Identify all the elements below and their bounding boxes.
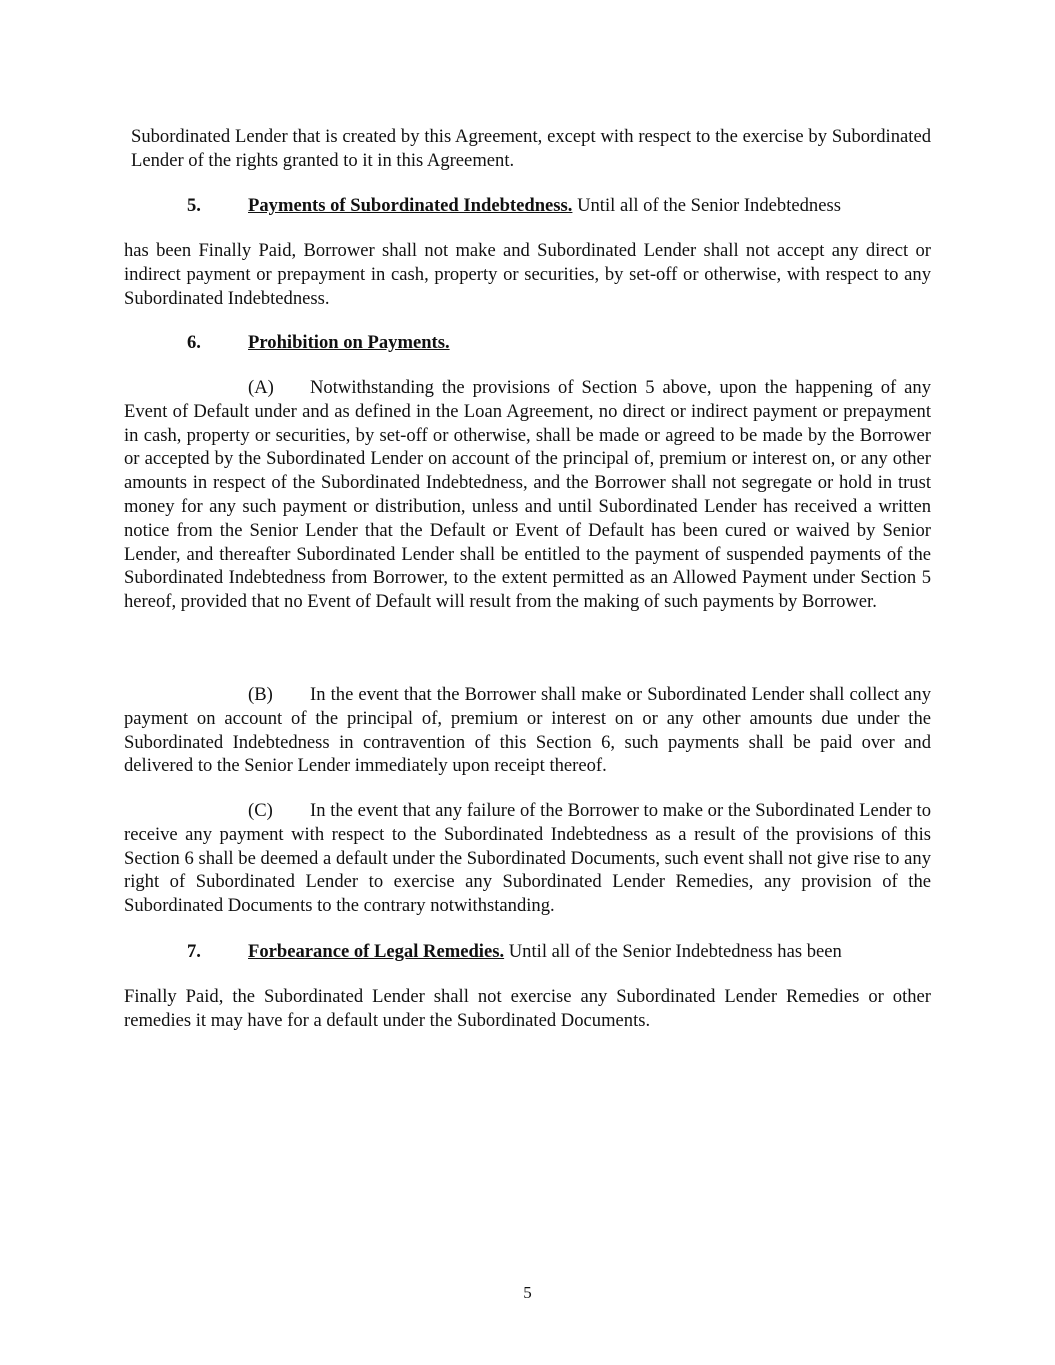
continuation-paragraph: Subordinated Lender that is created by this Agreement, except with respect to the exercise by Subordinated Lender of the rights granted to it in this Agreement. bbox=[131, 126, 931, 171]
section-6-title: Prohibition on Payments. bbox=[248, 332, 450, 353]
section-5-body: has been Finally Paid, Borrower shall not make and Subordinated Lender shall not accept any direct or indirect payment or prepayment in cash, property or securities, by set-off or otherwise, with respect to any Subordinated Indebtedness. bbox=[124, 240, 931, 309]
page-number: 5 bbox=[523, 1283, 532, 1302]
section-6-b-text: In the event that the Borrower shall make or Subordinated Lender shall collect any payment on account of the principal of, premium or interest on or any other amounts due under the Subordinated Indebtedness in contravention of this Section 6, such payments shall be paid over and delivered to the Senior Lender immediately upon receipt thereof. bbox=[124, 684, 931, 777]
section-6-paragraph-a bbox=[124, 376, 931, 614]
section-6-a-text: Notwithstanding the provisions of Section 5 above, upon the happening of any Event of Default under and as defined in the Loan Agreement, no direct or indirect payment or prepayment in cash, property or securities, by set-off or otherwise, shall be made or agreed to be made by the Borrower or accepted by the Subordinated Lender on account of the principal of, premium or interest on, or any other amounts in respect of the Subordinated Indebtedness, and the Borrower shall not segregate or hold in trust money for any such payment or distribution, unless and until Subordinated Lender has received a written notice from the Senior Lender that the Default or Event of Default has been cured or waived by Senior Lender, and thereafter Subordinated Lender shall be entitled to the payment of suspended payments of the Subordinated Indebtedness from Borrower, to the extent permitted as an Allowed Payment under Section 5 hereof, provided that no Event of Default will result from the making of such payments by Borrower. bbox=[124, 377, 931, 613]
section-6-paragraph-b bbox=[124, 683, 931, 778]
section-6-c-text: In the event that any failure of the Borrower to make or the Subordinated Lender to receive any payment with respect to the Subordinated Indebtedness as a result of the provisions of this Section 6 shall be deemed a default under the Subordinated Documents, such event shall not give rise to any right of Subordinated Lender to exercise any Subordinated Lender Remedies, any provision of the Subordinated Documents to the contrary notwithstanding. bbox=[124, 800, 931, 917]
section-6-a-label: (A) bbox=[248, 377, 274, 398]
section-7-number: 7. bbox=[187, 941, 201, 962]
section-6-paragraph-c bbox=[124, 799, 931, 918]
section-6-c-label: (C) bbox=[248, 800, 273, 821]
section-6-b-label: (B) bbox=[248, 684, 273, 705]
section-7-title: Forbearance of Legal Remedies. Until all of the Senior Indebtedness has been bbox=[248, 941, 842, 962]
section-6-number: 6. bbox=[187, 332, 201, 353]
section-5-lead: Until all of the Senior Indebtedness bbox=[572, 195, 841, 216]
section-5-title: Payments of Subordinated Indebtedness. Until all of the Senior Indebtedness bbox=[248, 195, 841, 216]
section-5-number: 5. bbox=[187, 195, 201, 216]
section-7-lead: Until all of the Senior Indebtedness has been bbox=[504, 941, 842, 962]
section-7-body: Finally Paid, the Subordinated Lender shall not exercise any Subordinated Lender Remedies or other remedies it may have for a default under the Subordinated Documents. bbox=[124, 986, 931, 1031]
